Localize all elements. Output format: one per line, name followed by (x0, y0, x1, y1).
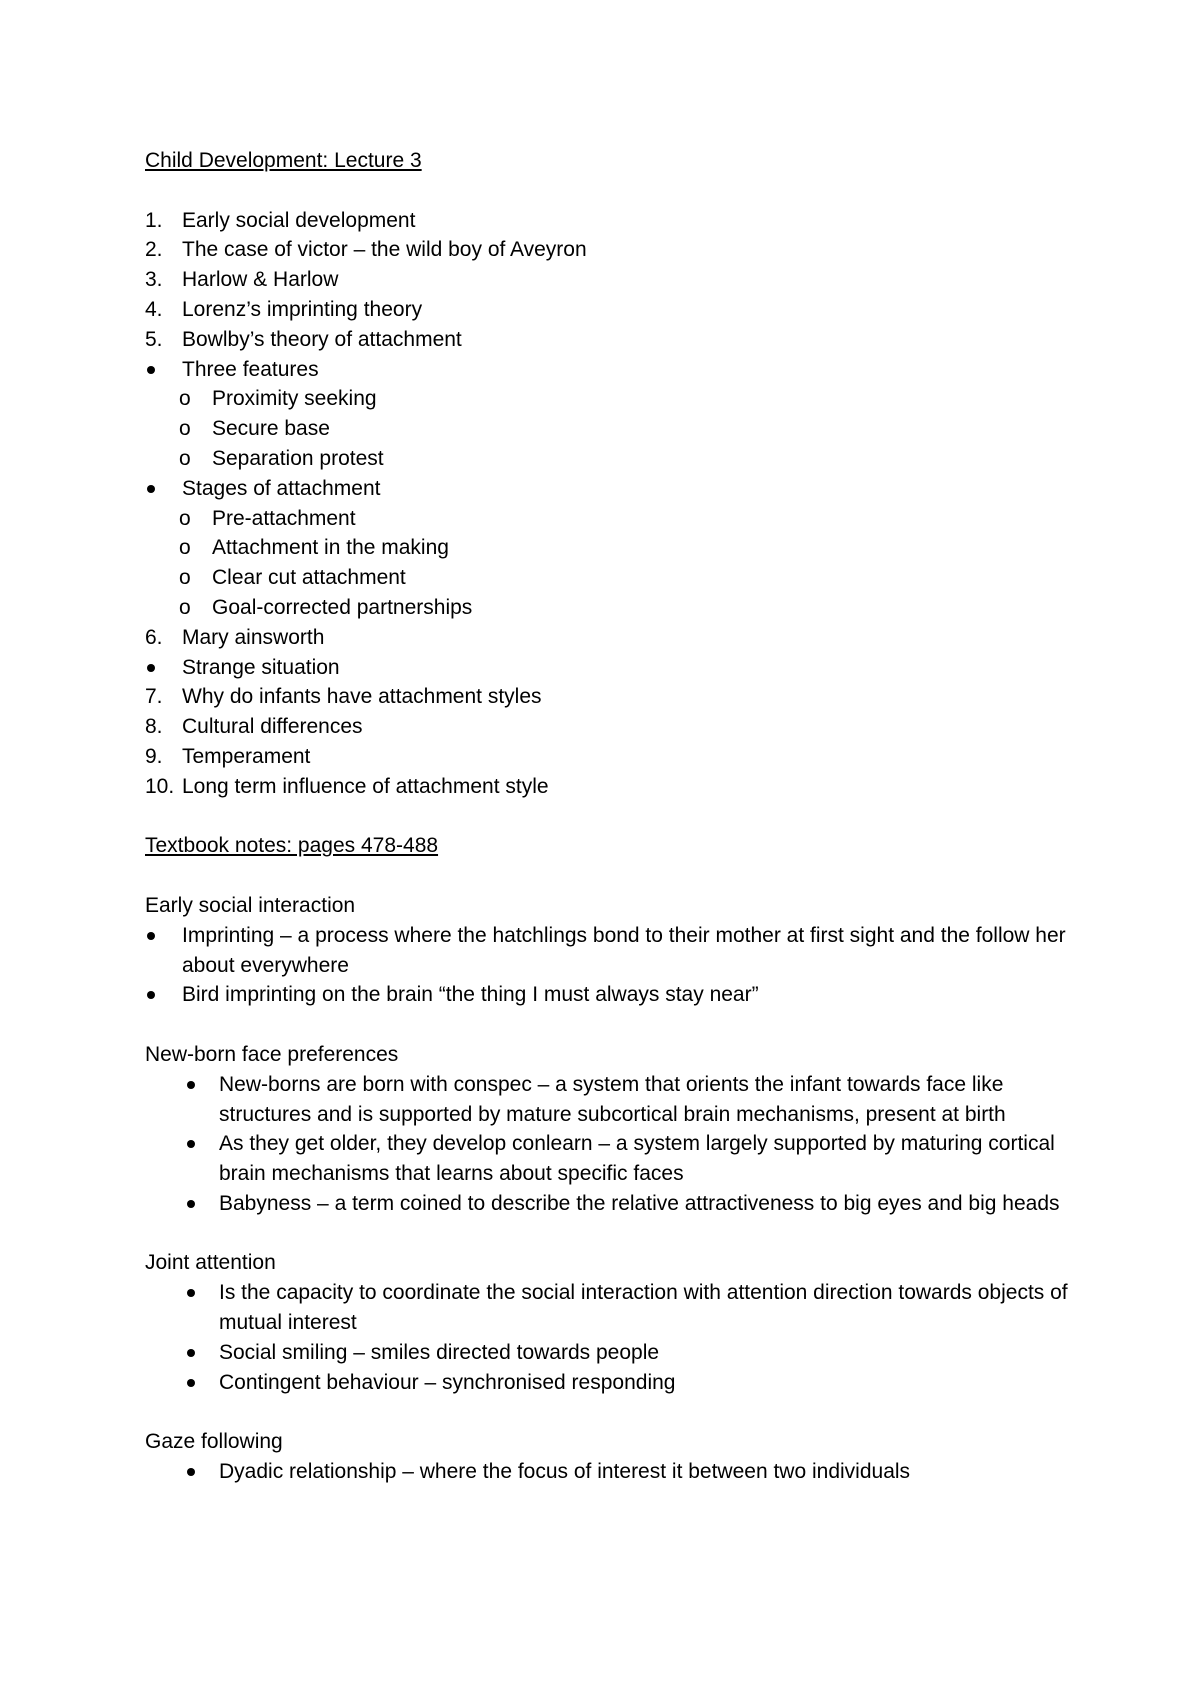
sub-bullet-text: Pre-attachment (212, 506, 356, 530)
bullet-icon (187, 1200, 195, 1208)
item-text: Cultural differences (182, 715, 363, 739)
bullet-text: Babyness – a term coined to describe the relative attractiveness to big eyes and big heads (219, 1191, 1060, 1215)
outline-bullet (145, 653, 1075, 683)
spacer (145, 802, 1075, 832)
section-heading: Textbook notes: pages 478-488 (145, 834, 439, 858)
spacer (145, 1219, 1075, 1249)
note-bullet (145, 1070, 1075, 1130)
sub-bullet-text: Separation protest (212, 446, 384, 470)
subsection-title: Gaze following (145, 1430, 283, 1454)
bullet-text: Social smiling – smiles directed towards people (219, 1340, 660, 1364)
circle-bullet-icon: o (179, 446, 191, 470)
sub-bullet-text: Clear cut attachment (212, 566, 406, 590)
outline-item (145, 623, 1075, 653)
bullet-icon (187, 1289, 195, 1297)
outline-item (145, 265, 1075, 295)
sub-bullet (145, 593, 1075, 623)
sub-bullet (145, 563, 1075, 593)
note-bullet (145, 980, 1075, 1010)
subsection-title: New-born face preferences (145, 1042, 399, 1066)
subsection-title: Joint attention (145, 1251, 276, 1275)
circle-bullet-icon: o (179, 595, 191, 619)
bullet-text: Stages of attachment (182, 476, 381, 500)
item-text: Mary ainsworth (182, 625, 325, 649)
bullet-text: Three features (182, 357, 319, 381)
subsection-title: Early social interaction (145, 893, 356, 917)
document-body (145, 146, 1075, 1487)
circle-bullet-icon: o (179, 566, 191, 590)
bullet-text: Imprinting – a process where the hatchlings bond to their mother at first sight and the follow her about everywhere (182, 923, 1066, 977)
bullet-text: New-borns are born with conspec – a system that orients the infant towards face like structures and is supported by mature subcortical brain mechanisms, present at birth (219, 1072, 1006, 1126)
circle-bullet-icon: o (179, 387, 191, 411)
sub-bullet-text: Attachment in the making (212, 536, 449, 560)
item-text: Harlow & Harlow (182, 268, 339, 292)
sub-bullet-text: Secure base (212, 417, 330, 441)
outline-item (145, 206, 1075, 236)
sub-bullet (145, 384, 1075, 414)
item-number: 9. (145, 744, 163, 768)
item-number: 3. (145, 268, 163, 292)
item-number: 6. (145, 625, 163, 649)
item-text: Bowlby’s theory of attachment (182, 327, 462, 351)
item-text: Why do infants have attachment styles (182, 685, 542, 709)
outline-item (145, 712, 1075, 742)
circle-bullet-icon: o (179, 506, 191, 530)
item-number: 1. (145, 208, 163, 232)
item-text: Long term influence of attachment style (182, 774, 549, 798)
spacer (145, 861, 1075, 891)
bullet-icon (187, 1349, 195, 1357)
outline-item (145, 235, 1075, 265)
outline-item (145, 742, 1075, 772)
note-bullet (145, 1368, 1075, 1398)
spacer (145, 1010, 1075, 1040)
bullet-icon (187, 1140, 195, 1148)
bullet-text: Bird imprinting on the brain “the thing I must always stay near” (182, 983, 759, 1007)
sub-bullet (145, 533, 1075, 563)
bullet-text: As they get older, they develop conlearn – a system largely supported by maturing cortical brain mechanisms that learns about specific faces (219, 1132, 1055, 1186)
sub-bullet (145, 414, 1075, 444)
spacer (145, 176, 1075, 206)
item-text: Early social development (182, 208, 416, 232)
item-text: The case of victor – the wild boy of Aveyron (182, 238, 587, 262)
circle-bullet-icon: o (179, 536, 191, 560)
note-bullet (145, 1338, 1075, 1368)
item-number: 8. (145, 715, 163, 739)
outline-item (145, 682, 1075, 712)
outline-item (145, 325, 1075, 355)
spacer (145, 1397, 1075, 1427)
bullet-text: Is the capacity to coordinate the social interaction with attention direction towards objects of mutual interest (219, 1281, 1068, 1335)
item-text: Lorenz’s imprinting theory (182, 297, 423, 321)
bullet-text: Contingent behaviour – synchronised responding (219, 1370, 676, 1394)
bullet-icon (147, 991, 155, 999)
circle-bullet-icon: o (179, 417, 191, 441)
bullet-icon (187, 1081, 195, 1089)
sub-bullet-text: Goal-corrected partnerships (212, 595, 473, 619)
bullet-text: Strange situation (182, 655, 340, 679)
sub-bullet (145, 504, 1075, 534)
outline-item (145, 295, 1075, 325)
bullet-icon (147, 366, 155, 374)
item-number: 10. (145, 774, 175, 798)
note-bullet (145, 1457, 1075, 1487)
note-bullet (145, 1189, 1075, 1219)
outline-bullet (145, 474, 1075, 504)
sub-bullet (145, 444, 1075, 474)
item-number: 2. (145, 238, 163, 262)
bullet-text: Dyadic relationship – where the focus of interest it between two individuals (219, 1460, 911, 1484)
note-bullet (145, 921, 1075, 981)
item-number: 5. (145, 327, 163, 351)
item-text: Temperament (182, 744, 311, 768)
bullet-icon (147, 485, 155, 493)
bullet-icon (147, 664, 155, 672)
sub-bullet-text: Proximity seeking (212, 387, 377, 411)
item-number: 4. (145, 297, 163, 321)
note-bullet (145, 1129, 1075, 1189)
document-title: Child Development: Lecture 3 (145, 149, 422, 172)
outline-bullet (145, 355, 1075, 385)
outline-item (145, 772, 1075, 802)
bullet-icon (147, 932, 155, 940)
note-bullet (145, 1278, 1075, 1338)
bullet-icon (187, 1468, 195, 1476)
bullet-icon (187, 1379, 195, 1387)
item-number: 7. (145, 685, 163, 709)
